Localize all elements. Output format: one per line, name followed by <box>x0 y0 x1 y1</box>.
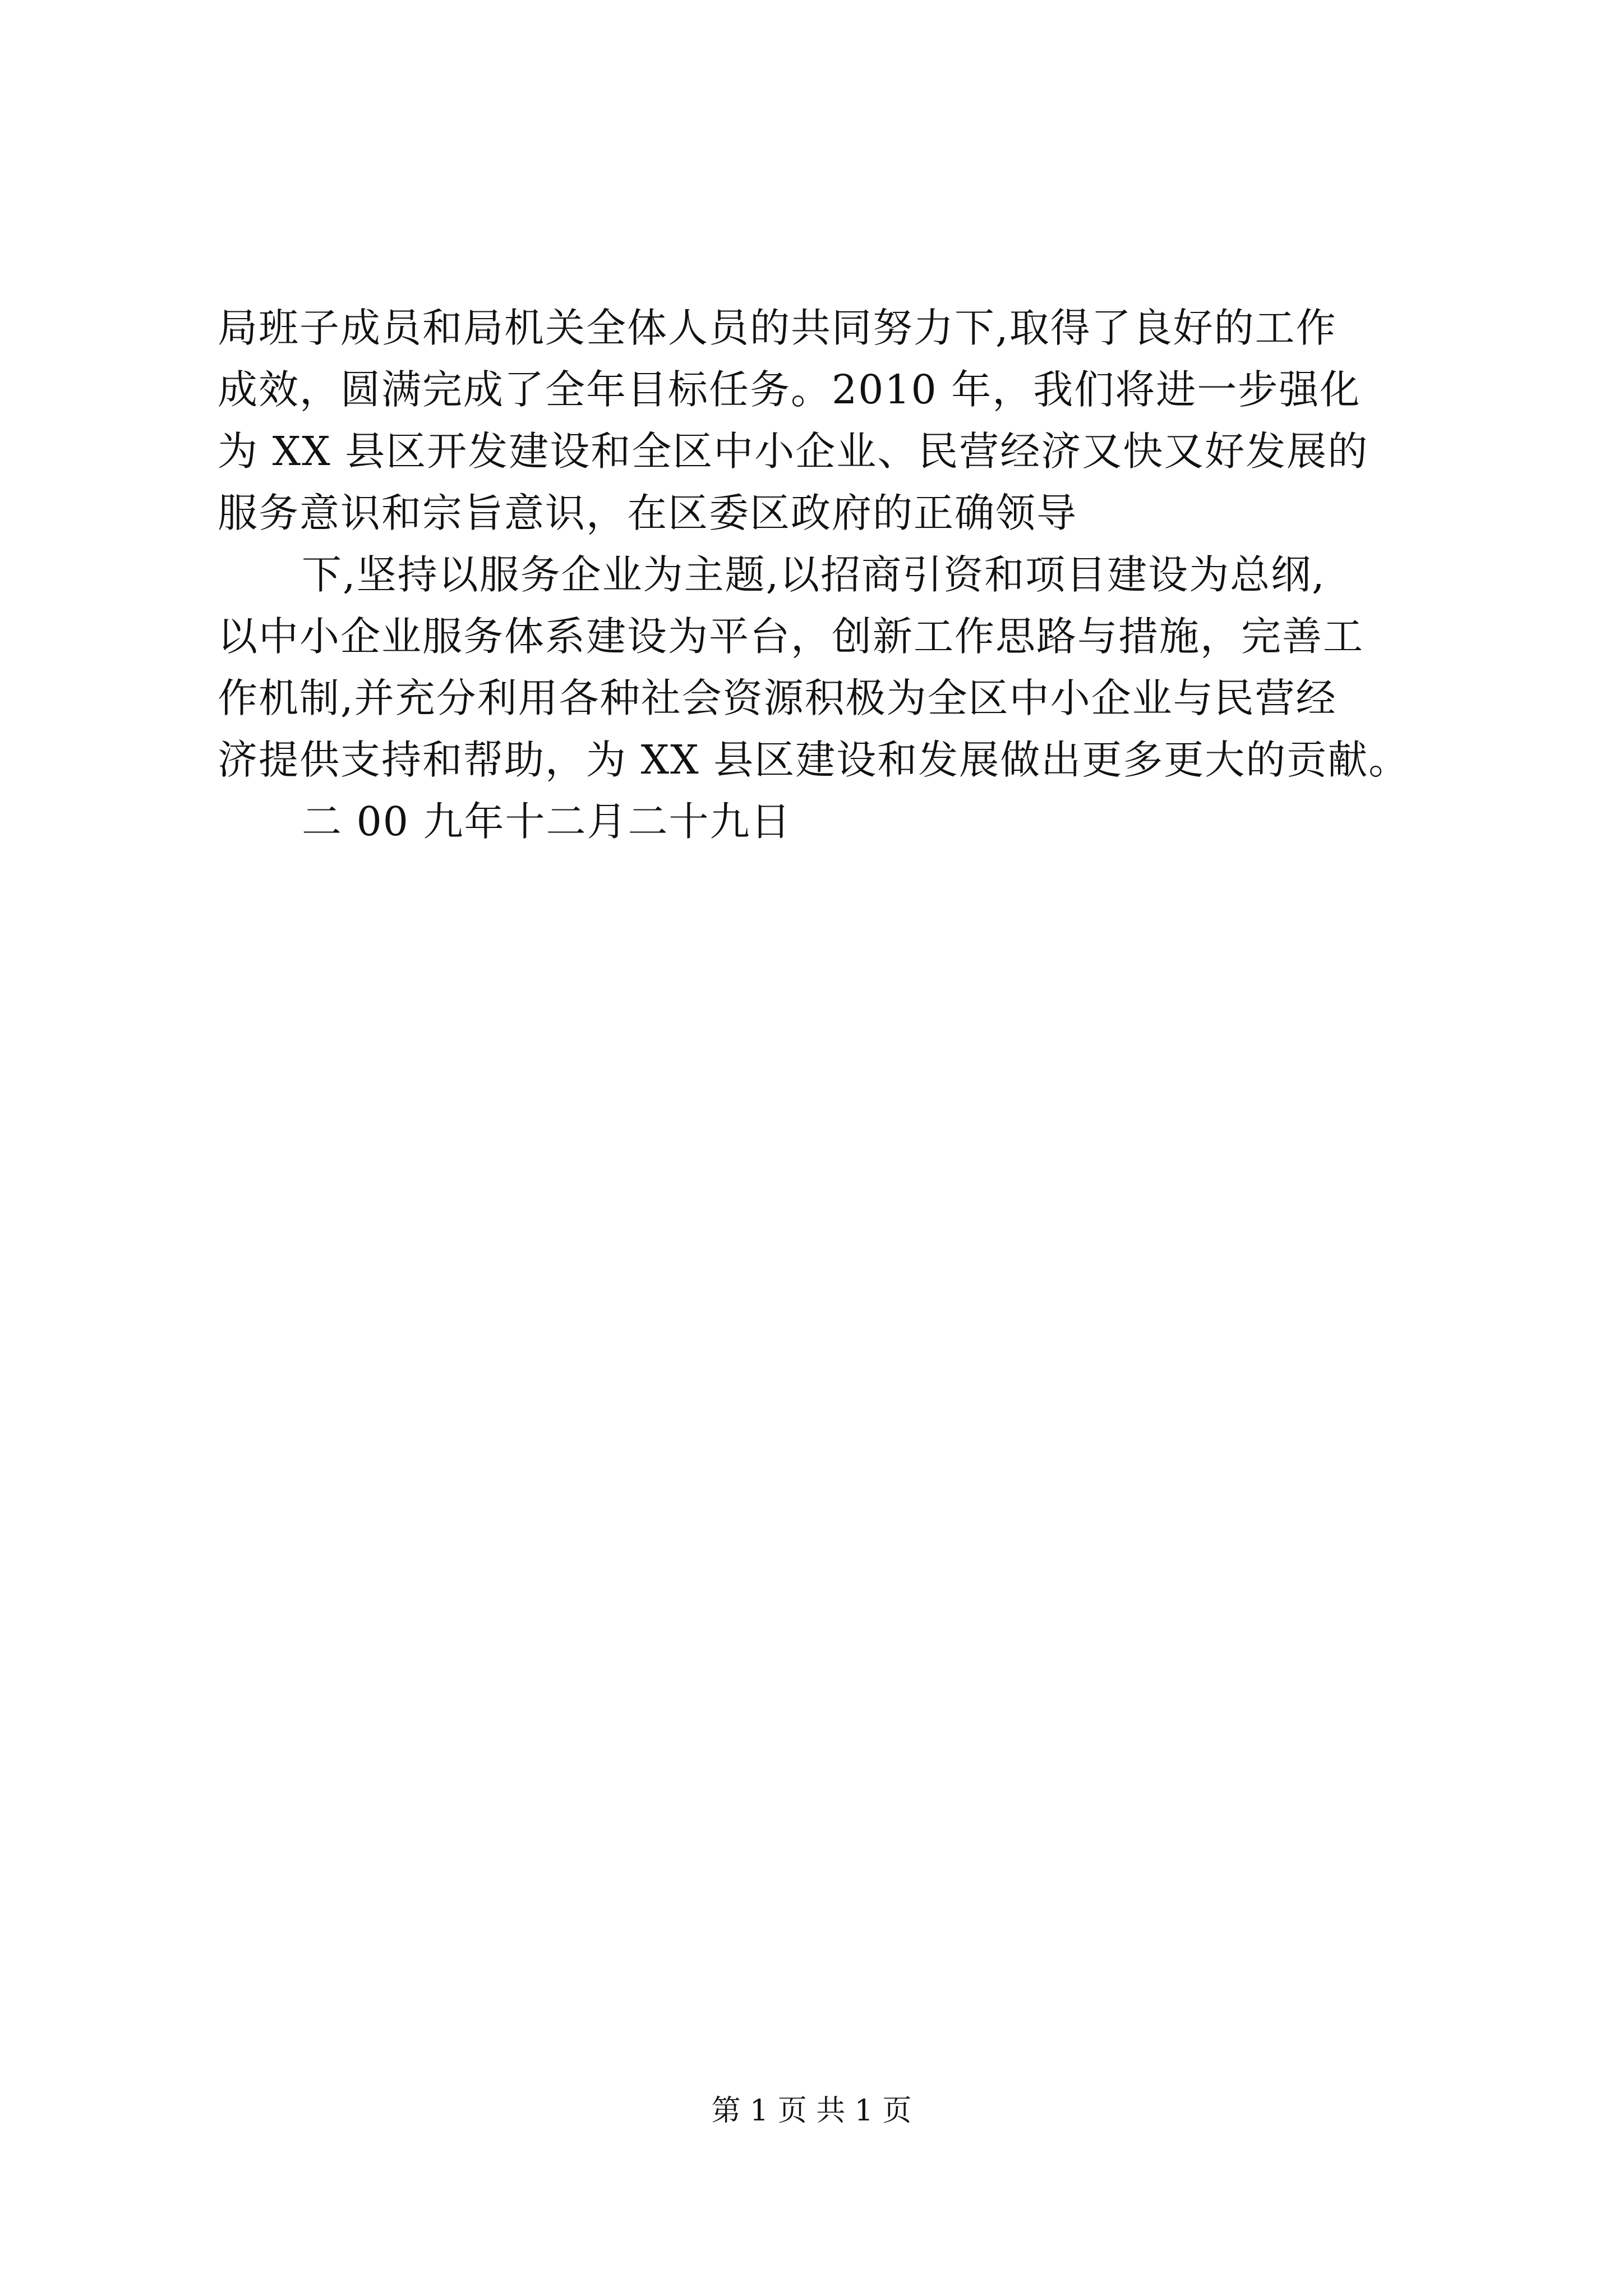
paragraph-line: 服务意识和宗旨意识，在区委区政府的正确领导 <box>218 490 1078 536</box>
paragraph-line: 为 XX 县区开发建设和全区中小企业、民营经济又快又好发展的 <box>218 428 1369 475</box>
document-body <box>218 297 1423 853</box>
paragraph-line: 作机制,并充分利用各种社会资源积极为全区中小企业与民营经 <box>218 675 1337 721</box>
paragraph-line: 局班子成员和局机关全体人员的共同努力下,取得了良好的工作 <box>218 305 1337 351</box>
paragraph-line: 济提供支持和帮助，为 XX 县区建设和发展做出更多更大的贡献。 <box>218 737 1410 783</box>
paragraph-line: 以中小企业服务体系建设为平台，创新工作思路与措施，完善工 <box>218 613 1364 660</box>
paragraph-line: 下,坚持以服务企业为主题,以招商引资和项目建设为总纲, <box>302 551 1326 598</box>
paragraph-line: 成效，圆满完成了全年目标任务。2010 年，我们将进一步强化 <box>218 366 1361 413</box>
date-line: 二 00 九年十二月二十九日 <box>302 798 792 845</box>
page-number-footer: 第 1 页 共 1 页 <box>711 2094 912 2128</box>
